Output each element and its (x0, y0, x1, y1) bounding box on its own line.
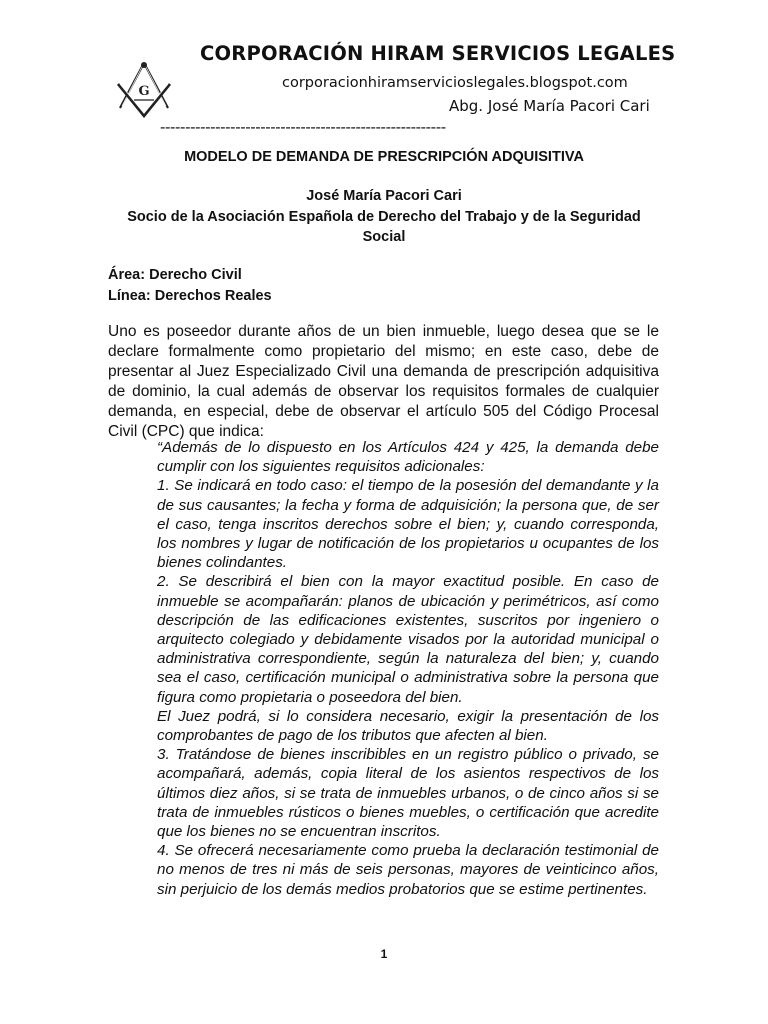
document-title: MODELO DE DEMANDA DE PRESCRIPCIÓN ADQUISITIVA (184, 149, 584, 165)
classification (108, 265, 272, 307)
author-role: Socio de la Asociación Española de Derecho del Trabajo y de la Seguridad Social (127, 209, 641, 245)
quote-paragraph: El Juez podrá, si lo considera necesario, exigir la presentación de los comprobantes de pago de los tributos que afecten al bien. (157, 707, 659, 745)
svg-text:G: G (138, 84, 150, 99)
quote-paragraph: “Además de lo dispuesto en los Artículos 424 y 425, la demanda debe cumplir con los siguientes requisitos adicionales: (157, 439, 659, 476)
organization-title: CORPORACIÓN HIRAM SERVICIOS LEGALES (200, 42, 676, 65)
intro-paragraph: Uno es poseedor durante años de un bien inmueble, luego desea que se le declare formalmente como propietario del mismo; en este caso, debe de presentar al Juez Especializado Civil una demanda de prescripción adquisitiva de dominio, la cual además de observar los requisitos formales de cualquier demanda, en especial, debe de observar el artículo 505 del Código Procesal Civil (CPC) que indica: (108, 323, 659, 440)
header-divider: --------------------------------------------------------- (160, 118, 446, 136)
quote-paragraph: 2. Se describirá el bien con la mayor exactitud posible. En caso de inmueble se acompañarán: planos de ubicación y perimétricos, así como descripción de las edificaciones existentes, suscritos por ingeniero o arquitecto colegiado y debidamente visados por la autoridad municipal o administrativa correspondiente, según la naturaleza del bien; y, cuando sea el caso, certificación municipal o administrativa sobre la persona que figura como propietaria o poseedora del bien. (157, 573, 659, 706)
organization-author: Abg. José María Pacori Cari (449, 97, 650, 115)
area-line: Área: Derecho Civil (108, 267, 242, 283)
line-line: Línea: Derechos Reales (108, 288, 272, 304)
quote-paragraph: 1. Se indicará en todo caso: el tiempo de la posesión del demandante y la de sus causantes; la fecha y forma de adquisición; la persona que, de ser el caso, tenga inscritos derechos sobre el bien; y, cuando corresponda, los nombres y lugar de notificación de los propietarios u ocupantes de los bienes colindantes. (157, 477, 659, 572)
page-number: 1 (380, 947, 388, 961)
masonic-square-compass-icon (114, 60, 174, 118)
article-quote (157, 438, 659, 899)
quote-paragraph: 4. Se ofrecerá necesariamente como prueba la declaración testimonial de no menos de tres ni más de seis personas, mayores de veinticinco años, sin perjuicio de los demás medios probatorios que se estime pertinentes. (157, 842, 659, 898)
author-name: José María Pacori Cari (306, 188, 462, 204)
organization-url[interactable]: corporacionhiramservicioslegales.blogspot.com (282, 75, 628, 91)
quote-paragraph: 3. Tratándose de bienes inscribibles en un registro público o privado, se acompañará, además, copia literal de los asientos respectivos de los últimos diez años, si se trata de inmuebles urbanos, o de cinco años si se trata de inmuebles rústicos o bienes muebles, o certificación que acredite que los bienes no se encuentran inscritos. (157, 746, 659, 841)
